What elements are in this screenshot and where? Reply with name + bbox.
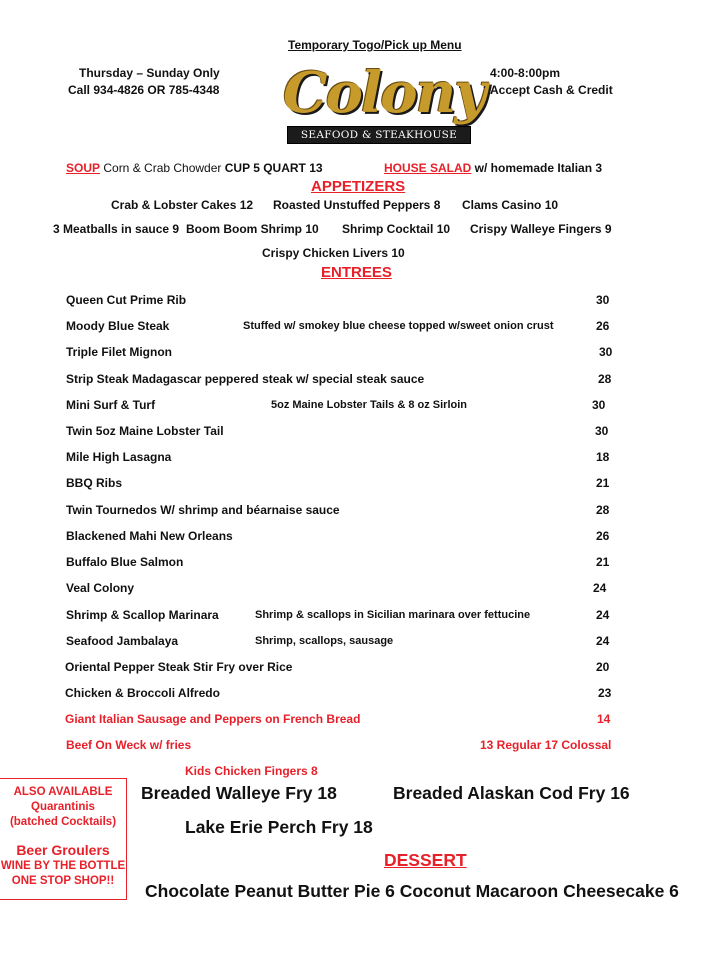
- fry-item: Breaded Walleye Fry 18: [141, 783, 337, 803]
- appetizers-heading: APPETIZERS: [311, 178, 406, 195]
- salad-desc: w/ homemade Italian 3: [471, 161, 603, 175]
- entree-price: 30: [599, 345, 613, 359]
- entree-price: 26: [596, 319, 610, 333]
- entree-price: 24: [596, 608, 610, 622]
- entree-name: Chicken & Broccoli Alfredo: [65, 686, 220, 700]
- appetizer-item: Crispy Chicken Livers 10: [262, 246, 405, 260]
- fry-item: Breaded Alaskan Cod Fry 16: [393, 783, 630, 803]
- colony-logo: [283, 60, 485, 144]
- entree-desc: Stuffed w/ smokey blue cheese topped w/sweet onion crust: [243, 320, 554, 332]
- entrees-heading: ENTREES: [321, 264, 392, 281]
- entree-price: 24: [596, 634, 610, 648]
- entree-price: 30: [595, 424, 609, 438]
- entree-name: Twin 5oz Maine Lobster Tail: [66, 424, 224, 438]
- entree-name: Seafood Jambalaya: [66, 634, 179, 648]
- entree-name: Twin Tournedos W/ shrimp and béarnaise sauce: [66, 503, 340, 517]
- sidebox-line: Beer Groulers: [16, 842, 110, 858]
- phone-numbers: Call 934-4826 OR 785-4348: [68, 83, 220, 97]
- entree-name: Moody Blue Steak: [66, 319, 170, 333]
- fry-item: Lake Erie Perch Fry 18: [185, 817, 373, 837]
- soup-desc: Corn & Crab Chowder: [100, 161, 225, 175]
- appetizer-item: Roasted Unstuffed Peppers 8: [273, 198, 441, 212]
- entree-price: 28: [598, 372, 612, 386]
- entree-name: Queen Cut Prime Rib: [66, 293, 187, 307]
- sidebox-line: ONE STOP SHOP!!: [11, 875, 115, 887]
- kids-item: Kids Chicken Fingers 8: [185, 764, 318, 778]
- entree-name: Buffalo Blue Salmon: [66, 555, 184, 569]
- entree-desc: Shrimp, scallops, sausage: [255, 635, 394, 647]
- sidebox-line: Quarantinis: [31, 801, 95, 813]
- appetizer-item: Shrimp Cocktail 10: [342, 222, 451, 236]
- menu-title: Temporary Togo/Pick up Menu: [288, 38, 462, 52]
- hours: 4:00-8:00pm: [490, 66, 561, 80]
- soup-price: CUP 5 QUART 13: [224, 161, 323, 175]
- days-open: Thursday – Sunday Only: [79, 66, 220, 80]
- sidebox-line: (batched Cocktails): [9, 816, 117, 828]
- entree-desc: Shrimp & scallops in Sicilian marinara over fettucine: [255, 609, 531, 621]
- entree-name: Triple Filet Mignon: [66, 345, 172, 359]
- appetizer-item: 3 Meatballs in sauce 9: [53, 222, 180, 236]
- entree-price: 28: [596, 503, 610, 517]
- entree-price: 18: [596, 450, 610, 464]
- entree-price: 14: [597, 712, 611, 726]
- sidebox-line: WINE BY THE BOTTLE: [0, 860, 126, 872]
- entree-name: Blackened Mahi New Orleans: [66, 529, 233, 543]
- entree-name: Beef On Weck w/ fries: [66, 738, 192, 752]
- appetizer-item: Clams Casino 10: [462, 198, 559, 212]
- entree-price: 13 Regular 17 Colossal: [480, 738, 612, 752]
- payment-info: Accept Cash & Credit: [490, 83, 613, 97]
- entree-price: 24: [593, 581, 607, 595]
- entree-name: Veal Colony: [66, 581, 135, 595]
- entree-price: 23: [598, 686, 612, 700]
- appetizer-item: Crab & Lobster Cakes 12: [111, 198, 254, 212]
- entree-name: Shrimp & Scallop Marinara: [66, 608, 219, 622]
- entree-name: Strip Steak Madagascar peppered steak w/ special steak sauce: [66, 372, 425, 386]
- entree-price: 21: [596, 555, 610, 569]
- entree-price: 20: [596, 660, 610, 674]
- logo-wordmark: Colony: [283, 60, 485, 126]
- entree-name: Giant Italian Sausage and Peppers on French Bread: [65, 712, 361, 726]
- entree-name: Mini Surf & Turf: [66, 398, 156, 412]
- entree-name: BBQ Ribs: [66, 476, 123, 490]
- salad-line: [384, 161, 602, 175]
- entree-name: Mile High Lasagna: [66, 450, 172, 464]
- soup-label: SOUP: [66, 161, 101, 175]
- entree-price: 21: [596, 476, 610, 490]
- entree-price: 30: [596, 293, 610, 307]
- soup-line: [66, 161, 323, 175]
- salad-label: HOUSE SALAD: [384, 161, 472, 175]
- appetizer-item: Crispy Walleye Fingers 9: [470, 222, 612, 236]
- entree-price: 30: [592, 398, 606, 412]
- dessert-heading: DESSERT: [384, 850, 467, 870]
- entree-name: Oriental Pepper Steak Stir Fry over Rice: [65, 660, 293, 674]
- sidebox-line: ALSO AVAILABLE: [13, 786, 113, 798]
- also-available-box: [0, 778, 127, 900]
- entree-desc: 5oz Maine Lobster Tails & 8 oz Sirloin: [271, 399, 467, 411]
- dessert-items: Chocolate Peanut Butter Pie 6 Coconut Macaroon Cheesecake 6: [145, 881, 679, 901]
- appetizer-item: Boom Boom Shrimp 10: [186, 222, 319, 236]
- entree-price: 26: [596, 529, 610, 543]
- logo-subtitle: SEAFOOD & STEAKHOUSE: [287, 126, 471, 144]
